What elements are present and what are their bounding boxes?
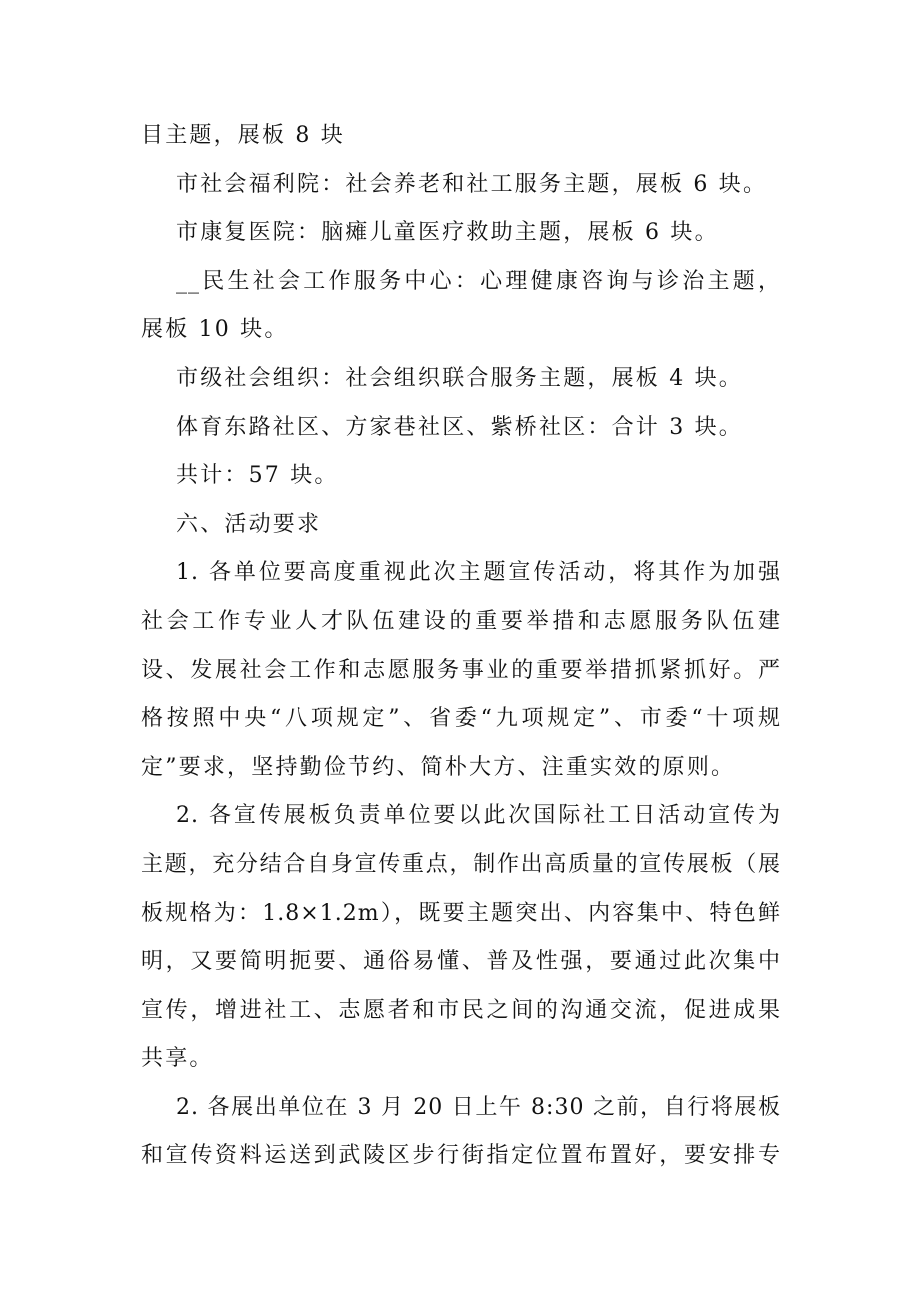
section-heading: 六、活动要求 (176, 511, 322, 537)
text-line: __民生社会工作服务中心：心理健康咨询与诊治主题， (176, 268, 781, 294)
text-line: 市级社会组织：社会组织联合服务主题，展板 4 块。 (176, 365, 743, 391)
text-line: 共享。 (141, 1046, 214, 1072)
text-line: 主题，充分结合自身宣传重点，制作出高质量的宣传展板（展 (141, 851, 781, 877)
text-line: 和宣传资料运送到武陵区步行街指定位置布置好，要安排专 (141, 1143, 781, 1169)
text-line: 体育东路社区、方家巷社区、紫桥社区：合计 3 块。 (176, 414, 743, 440)
document-body (141, 112, 781, 1181)
text-line: 2. 各宣传展板负责单位要以此次国际社工日活动宣传为 (176, 803, 781, 829)
text-line: 设、发展社会工作和志愿服务事业的重要举措抓紧抓好。严 (141, 657, 781, 683)
text-line: 明，又要简明扼要、通俗易懂、普及性强，要通过此次集中 (141, 949, 781, 975)
text-line: 宣传，增进社工、志愿者和市民之间的沟通交流，促进成果 (141, 997, 781, 1023)
text-line: 展板 10 块。 (141, 317, 289, 343)
text-line: 市社会福利院：社会养老和社工服务主题，展板 6 块。 (176, 171, 768, 197)
text-line: 定”要求，坚持勤俭节约、简朴大方、注重实效的原则。 (141, 754, 736, 780)
text-line: 共计：57 块。 (176, 463, 339, 489)
text-line: 社会工作专业人才队伍建设的重要举措和志愿服务队伍建 (141, 608, 781, 634)
text-line: 目主题，展板 8 块 (141, 123, 345, 148)
text-line: 格按照中央“八项规定”、省委“九项规定”、市委“十项规 (141, 706, 781, 732)
text-line: 市康复医院：脑瘫儿童医疗救助主题，展板 6 块。 (176, 220, 719, 246)
text-line: 板规格为：1.8×1.2m），既要主题突出、内容集中、特色鲜 (141, 900, 781, 926)
text-line: 2. 各展出单位在 3 月 20 日上午 8:30 之前，自行将展板 (176, 1094, 781, 1120)
text-line: 1. 各单位要高度重视此次主题宣传活动，将其作为加强 (176, 560, 781, 586)
